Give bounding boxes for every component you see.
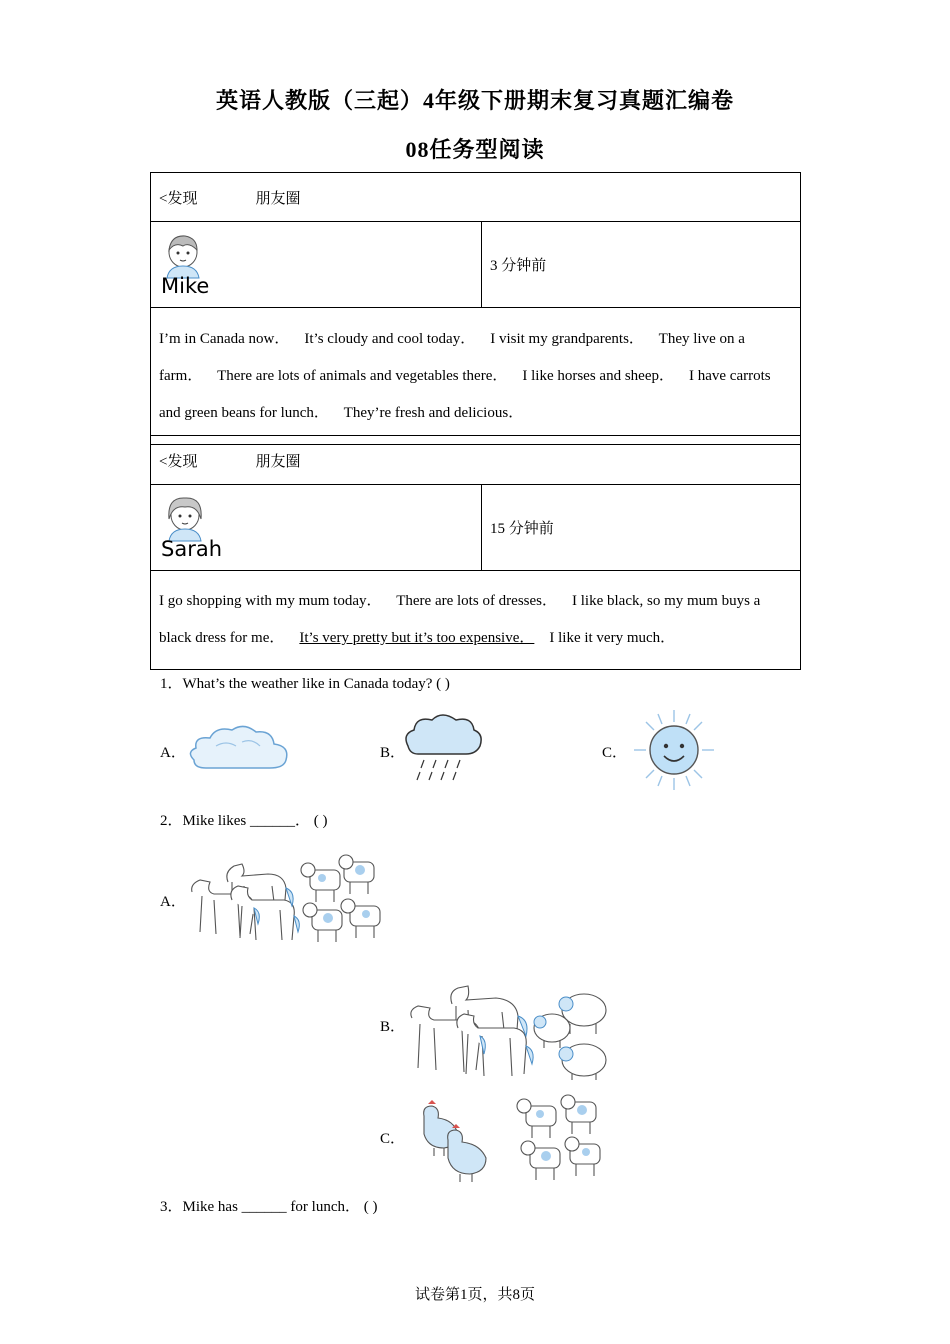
horses-and-cows-picture (188, 852, 400, 948)
option-label: C． (380, 1131, 406, 1147)
rain-cloud-icon (402, 712, 484, 786)
nav-title: 朋友圈 (255, 453, 301, 470)
horses-and-sheep-picture (406, 982, 616, 1082)
hens-and-cows-picture (414, 1094, 610, 1184)
sentence: I have carrots and green beans for lunch． (159, 367, 771, 421)
question-3: 3．Mike has ______ for lunch． ( ) (160, 1199, 378, 1215)
page-footer: 试卷第1页，共8页 (414, 1287, 535, 1303)
sentence: I like it very much． (549, 630, 676, 646)
sentence: They’re fresh and delicious． (343, 404, 524, 421)
sentence: I go shopping with my mum today． (159, 593, 382, 609)
time-text: 3 分钟前 (490, 258, 547, 274)
nav-back-link: <发现 (159, 190, 198, 207)
sentence: I visit my grandparents． (490, 330, 644, 347)
user-cell (151, 222, 482, 308)
moments-post-mike (150, 172, 801, 445)
post-body (151, 571, 801, 670)
page-title: 英语人教版（三起）4年级下册期末复习真题汇编卷 (215, 88, 734, 113)
user-name: Sarah (161, 537, 223, 561)
post-header (151, 436, 801, 485)
sentence: They live on a farm． (159, 330, 745, 384)
sentence: There are lots of dresses． (396, 593, 558, 609)
sentence: There are lots of animals and vegetables there． (217, 367, 508, 384)
sentence: I like black, so my mum buys a black dress for me． (159, 593, 761, 646)
nav-title: 朋友圈 (255, 190, 301, 207)
section-title: 08任务型阅读 (405, 137, 545, 162)
sentence: I’m in Canada now． (159, 330, 290, 347)
post-time (482, 222, 801, 308)
user-cell (151, 485, 482, 571)
user-name: Mike (161, 274, 210, 298)
sun-icon (632, 708, 716, 792)
option-label: A． (160, 894, 186, 910)
cloud-icon (186, 722, 294, 774)
option-label: C． (602, 745, 628, 761)
moments-post-sarah (150, 435, 801, 670)
option-label: A． (160, 745, 186, 761)
post-time (482, 485, 801, 571)
underlined-sentence: It’s very pretty but it’s too expensive． (299, 630, 535, 646)
question-2: 2．Mike likes ______． ( ) (160, 813, 328, 829)
nav-back-link: <发现 (159, 453, 198, 470)
post-body (151, 308, 801, 445)
option-label: B． (380, 1019, 406, 1035)
question-1: 1．What’s the weather like in Canada today? ( ) (160, 676, 450, 692)
sentence: It’s cloudy and cool today． (304, 330, 476, 347)
sentence: I like horses and sheep． (522, 367, 674, 384)
time-text: 15 分钟前 (490, 521, 554, 537)
post-header (151, 173, 801, 222)
option-label: B． (380, 745, 406, 761)
